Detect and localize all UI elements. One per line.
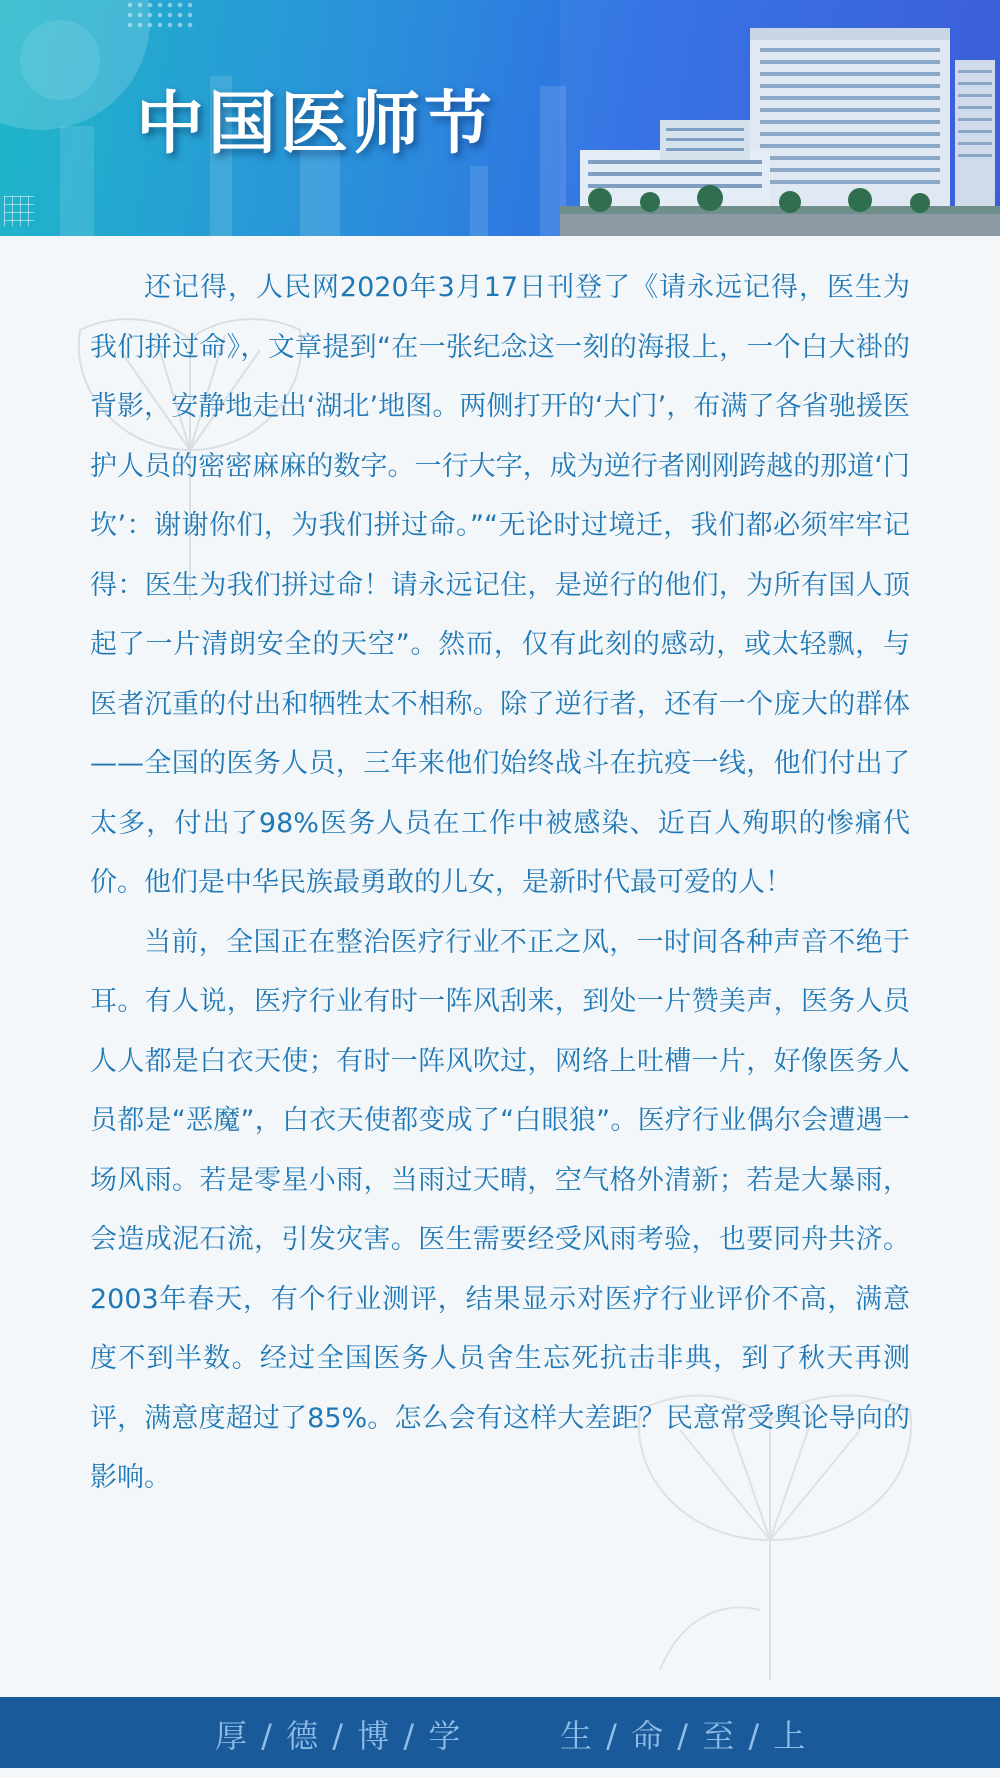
- page-title: 中国医师节: [136, 84, 497, 164]
- footer-motto-left: 厚 / 德 / 博 / 学: [215, 1717, 463, 1755]
- article-paragraph-1: 还记得，人民网2020年3月17日刊登了《请永远记得，医生为我们拼过命》，文章提到“在一张纪念这一刻的海报上，一个白大褂的背影，安静地走出‘湖北’地图。两侧打开的‘大门’，布满了各省驰援医护人员的密密麻麻的数字。一行大字，成为逆行者刚刚跨越的那道‘门坎’：谢谢你们，为我们拼过命。”“无论时过境迁，我们都必须牢牢记得：医生为我们拼过命！请永远记住，是逆行的他们，为所有国人顶起了一片清朗安全的天空”。然而，仅有此刻的感动，或太轻飘，与医者沉重的付出和牺牲太不相称。除了逆行者，还有一个庞大的群体——全国的医务人员，三年来他们始终战斗在抗疫一线，他们付出了太多，付出了98%医务人员在工作中被感染、近百人殉职的惨痛代价。他们是中华民族最勇敢的儿女，是新时代最可爱的人！: [90, 272, 910, 898]
- decor-bar: [470, 166, 488, 236]
- footer-motto-right: 生 / 命 / 至 / 上: [560, 1717, 808, 1755]
- header-banner: [0, 0, 1000, 236]
- article-body: [90, 258, 910, 1508]
- footer-bottom-strip: [0, 1768, 1000, 1778]
- decor-circle-small: [20, 20, 100, 100]
- footer-bar: [0, 1697, 1000, 1768]
- hospital-building-icon: [560, 0, 1000, 236]
- decor-grid: [4, 196, 34, 226]
- decor-dot-grid: [125, 0, 195, 32]
- decor-bar: [60, 126, 94, 236]
- article-paragraph-2: 当前，全国正在整治医疗行业不正之风，一时间各种声音不绝于耳。有人说，医疗行业有时一阵风刮来，到处一片赞美声，医务人员人人都是白衣天使；有时一阵风吹过，网络上吐槽一片，好像医务人员都是“恶魔”，白衣天使都变成了“白眼狼”。医疗行业偶尔会遭遇一场风雨。若是零星小雨，当雨过天晴，空气格外清新；若是大暴雨，会造成泥石流，引发灾害。医生需要经受风雨考验，也要同舟共济。2003年春天，有个行业测评，结果显示对医疗行业评价不高，满意度不到半数。经过全国医务人员舍生忘死抗击非典，到了秋天再测评，满意度超过了85%。怎么会有这样大差距？民意常受舆论导向的影响。: [90, 926, 910, 1493]
